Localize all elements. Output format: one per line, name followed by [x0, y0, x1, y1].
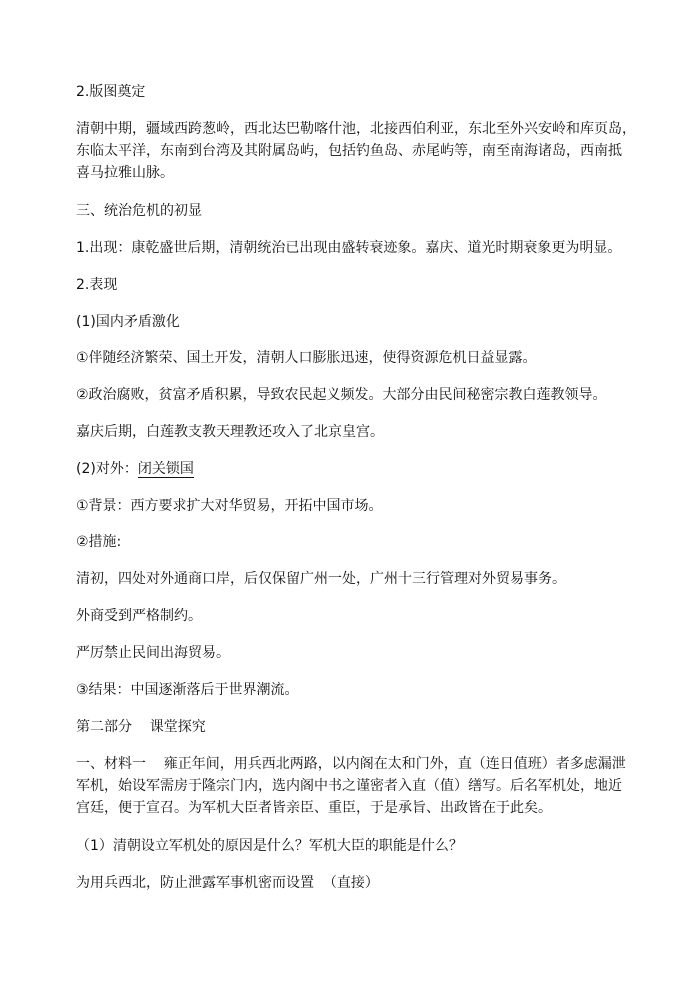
- subheading-foreign: [76, 459, 636, 479]
- heading-territory: 2.版图奠定: [76, 84, 146, 100]
- answer-line: 为用兵西北，防止泄露军事机密而设置 （直接）: [76, 875, 379, 891]
- paragraph-line: 喜马拉雅山脉。: [76, 165, 174, 181]
- list-item: ①伴随经济繁荣、国土开发，清朝人口膨胀迅速，使得资源危机日益显露。: [76, 350, 537, 366]
- paragraph-line: 军机，始设军需房于隆宗门内，选内阁中书之谨密者入直（值）缮写。后名军机处，地近: [76, 778, 622, 794]
- paragraph-line: 宫廷，便于宣召。为军机大臣者皆亲臣、重臣，于是承旨、出政皆在于此矣。: [76, 800, 552, 816]
- underlined-term: 闭关锁国: [137, 461, 194, 477]
- paragraph-line: 一、材料一 雍正年间，用兵西北两路，以内阁在太和门外，直（连日值班）者多虑漏泄: [76, 756, 626, 772]
- paragraph-line: 清朝中期，疆域西跨葱岭，西北达巴勒喀什池，北接西伯利亚，东北至外兴安岭和库页岛，: [76, 121, 636, 137]
- list-item: ①背景：西方要求扩大对华贸易，开拓中国市场。: [76, 498, 383, 514]
- paragraph-line: 严厉禁止民间出海贸易。: [76, 645, 230, 661]
- list-item: ②措施:: [76, 534, 122, 550]
- list-item: ③结果：中国逐渐落后于世界潮流。: [76, 682, 299, 698]
- subheading-manifestation: 2.表现: [76, 277, 118, 293]
- paragraph-line: 东临太平洋，东南到台湾及其附属岛屿，包括钓鱼岛、赤尾屿等，南至南海诸岛，西南抵: [76, 143, 622, 159]
- foreign-label: (2)对外：: [76, 461, 138, 477]
- section-heading-crisis: 三、统治危机的初显: [76, 203, 202, 219]
- paragraph-line: 清初，四处对外通商口岸，后仅保留广州一处，广州十三行管理对外贸易事务。: [76, 571, 566, 587]
- part-heading: 第二部分 课堂探究: [76, 719, 206, 735]
- subheading-domestic: (1)国内矛盾激化: [76, 314, 180, 330]
- paragraph-line: 1.出现：康乾盛世后期，清朝统治已出现由盛转衰迹象。嘉庆、道光时期衰象更为明显。: [76, 240, 622, 256]
- list-item: ②政治腐败，贫富矛盾积累，导致农民起义频发。大部分由民间秘密宗教白莲教领导。: [76, 387, 607, 403]
- paragraph-line: 外商受到严格制约。: [76, 608, 202, 624]
- paragraph-line: 嘉庆后期，白莲教支教天理教还攻入了北京皇宫。: [76, 424, 384, 440]
- question-line: （1）清朝设立军机处的原因是什么？军机大臣的职能是什么？: [76, 838, 463, 854]
